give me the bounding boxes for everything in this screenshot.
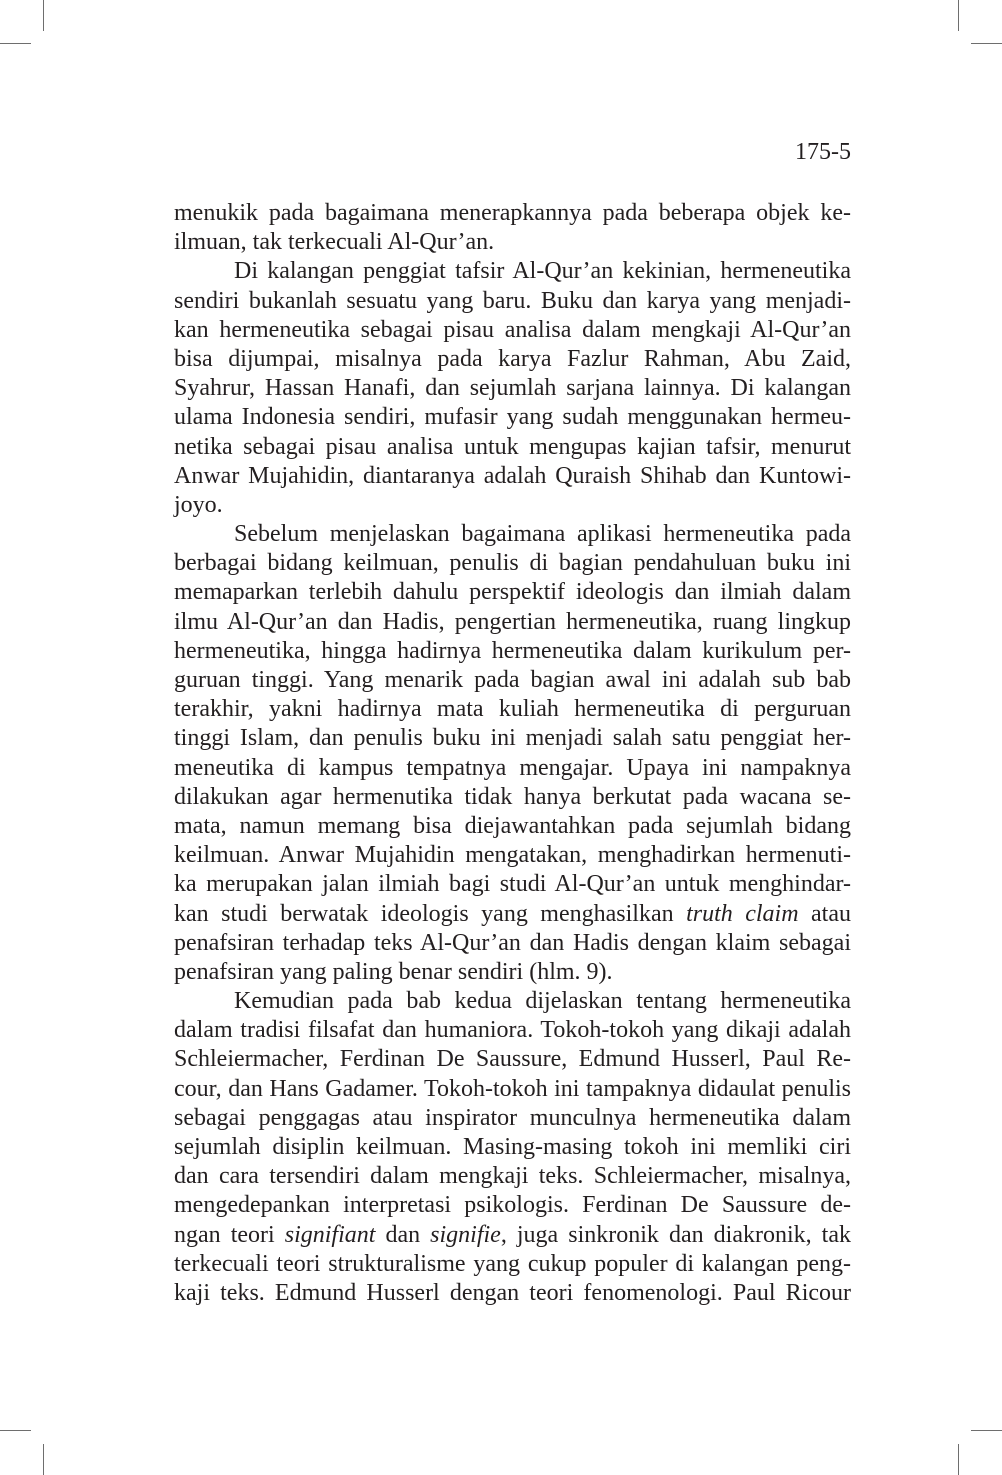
text-line — [174, 345, 851, 374]
text-line — [174, 754, 851, 783]
text-run: Di kalangan penggiat tafsir Al-Qur’an kekinian, hermeneutika — [234, 258, 851, 285]
text-line — [174, 1075, 851, 1104]
text-line — [174, 1191, 851, 1220]
crop-mark-bottom-right-horizontal — [971, 1430, 1002, 1431]
text-line — [174, 724, 851, 753]
text-line — [174, 666, 851, 695]
text-run: joyo. — [174, 491, 223, 518]
text-line — [174, 695, 851, 724]
text-run: menukik pada bagaimana menerapkannya pada beberapa objek ke- — [174, 200, 851, 226]
italic-term: signifie — [430, 1221, 501, 1248]
text-run: sejumlah disiplin keilmuan. Masing-masing tokoh ini memliki ciri — [174, 1134, 851, 1160]
text-run: sendiri bukanlah sesuatu yang baru. Buku dan karya yang menjadi- — [174, 287, 851, 314]
text-run: mata, namun memang bisa diejawantahkan pada sejumlah bidang — [174, 812, 851, 839]
text-line — [174, 287, 851, 316]
crop-mark-bottom-right-vertical — [958, 1444, 959, 1475]
text-line — [174, 257, 851, 286]
text-line — [174, 520, 851, 549]
crop-mark-bottom-left-vertical — [43, 1444, 44, 1475]
text-run: Sebelum menjelaskan bagaimana aplikasi hermeneutika pada — [234, 521, 851, 548]
text-run: ilmu Al-Qur’an dan Hadis, pengertian hermeneutika, ruang lingkup — [174, 608, 851, 635]
text-run: kan hermeneutika sebagai pisau analisa dalam mengkaji Al-Qur’an — [174, 316, 851, 343]
text-run: mengedepankan interpretasi psikologis. Ferdinan De Saussure de- — [174, 1192, 851, 1219]
text-run: , juga sinkronik dan diakronik, tak — [500, 1221, 852, 1248]
text-run: keilmuan. Anwar Mujahidin mengatakan, menghadirkan hermenuti- — [174, 842, 851, 869]
text-run: dan cara tersendiri dalam mengkaji teks. Schleiermacher, misalnya, — [174, 1163, 851, 1190]
text-line — [174, 1133, 851, 1162]
text-line — [174, 608, 851, 637]
text-run: ulama Indonesia sendiri, mufasir yang sudah menggunakan hermeu- — [174, 404, 851, 431]
text-line — [174, 1016, 851, 1045]
text-run: dilakukan agar hermenutika tidak hanya berkutat pada wacana se- — [174, 783, 851, 810]
crop-mark-top-left-vertical — [43, 0, 44, 31]
text-line — [174, 1162, 851, 1191]
text-line — [174, 987, 851, 1016]
text-run: berbagai bidang keilmuan, penulis di bagian pendahuluan buku ini — [174, 550, 851, 577]
crop-mark-bottom-left-horizontal — [0, 1430, 31, 1431]
text-run: kaji teks. Edmund Husserl dengan teori fenomenologi. Paul Ricour — [174, 1279, 851, 1306]
text-run: meneutika di kampus tempatnya mengajar. Upaya ini nampaknya — [174, 754, 851, 781]
crop-mark-top-right-vertical — [958, 0, 959, 31]
crop-mark-top-left-horizontal — [0, 43, 31, 44]
text-line — [174, 1045, 851, 1074]
italic-term: signifiant — [284, 1221, 376, 1248]
text-run: penafsiran terhadap teks Al-Qur’an dan Hadis dengan klaim sebagai — [174, 929, 851, 956]
page-number: 175-5 — [795, 139, 851, 165]
text-line — [174, 578, 851, 607]
text-line — [174, 870, 851, 899]
crop-mark-top-right-horizontal — [971, 43, 1002, 44]
text-run: atau — [798, 900, 851, 927]
paragraph — [174, 520, 851, 987]
text-line — [174, 1104, 851, 1133]
text-run: Kemudian pada bab kedua dijelaskan tentang hermeneutika — [234, 988, 851, 1015]
text-run: guruan tinggi. Yang menarik pada bagian awal ini adalah sub bab — [174, 667, 851, 693]
text-run: kan studi berwatak ideologis yang menghasilkan — [174, 900, 687, 927]
text-run: dalam tradisi filsafat dan humaniora. Tokoh-tokoh yang dikaji adalah — [174, 1017, 851, 1044]
text-run: tinggi Islam, dan penulis buku ini menjadi salah satu penggiat her- — [174, 725, 851, 752]
text-line — [174, 929, 851, 958]
paragraph — [174, 987, 851, 1308]
text-line — [174, 228, 851, 257]
body-text — [174, 199, 851, 1308]
text-run: cour, dan Hans Gadamer. Tokoh-tokoh ini tampaknya didaulat penulis — [174, 1075, 851, 1102]
italic-term: truth claim — [686, 900, 799, 927]
text-line — [174, 1279, 851, 1308]
text-run: ngan teori — [174, 1221, 285, 1248]
text-run: terkecuali teori strukturalisme yang cukup populer di kalangan peng- — [174, 1250, 851, 1277]
text-line — [174, 783, 851, 812]
text-line — [174, 841, 851, 870]
text-run: ka merupakan jalan ilmiah bagi studi Al-Qur’an untuk menghindar- — [174, 871, 851, 898]
text-run: Syahrur, Hassan Hanafi, dan sejumlah sarjana lainnya. Di kalangan — [174, 375, 851, 402]
text-run: hermeneutika, hingga hadirnya hermeneutika dalam kurikulum per- — [174, 637, 851, 664]
text-line — [174, 958, 851, 987]
text-line — [174, 549, 851, 578]
text-run: bisa dijumpai, misalnya pada karya Fazlur Rahman, Abu Zaid, — [174, 345, 851, 372]
text-run: dan — [375, 1221, 431, 1248]
text-run: Anwar Mujahidin, diantaranya adalah Quraish Shihab dan Kuntowi- — [174, 462, 851, 489]
paragraph — [174, 199, 851, 257]
text-line — [174, 900, 851, 929]
text-line — [174, 1250, 851, 1279]
text-run: ilmuan, tak terkecuali Al-Qur’an. — [174, 229, 495, 256]
text-run: penafsiran yang paling benar sendiri (hlm. 9). — [174, 958, 613, 985]
text-line — [174, 637, 851, 666]
text-line — [174, 374, 851, 403]
text-run: sebagai penggagas atau inspirator munculnya hermeneutika dalam — [174, 1104, 851, 1131]
paragraph — [174, 257, 851, 520]
text-line — [174, 403, 851, 432]
text-line — [174, 433, 851, 462]
text-line — [174, 316, 851, 345]
text-run: Schleiermacher, Ferdinan De Saussure, Edmund Husserl, Paul Re- — [174, 1046, 851, 1073]
text-line — [174, 462, 851, 491]
text-line — [174, 812, 851, 841]
text-run: netika sebagai pisau analisa untuk mengupas kajian tafsir, menurut — [174, 433, 851, 460]
text-line — [174, 1221, 851, 1250]
text-run: terakhir, yakni hadirnya mata kuliah hermeneutika di perguruan — [174, 696, 851, 723]
text-line — [174, 491, 851, 520]
text-run: memaparkan terlebih dahulu perspektif ideologis dan ilmiah dalam — [174, 579, 851, 606]
text-line — [174, 199, 851, 228]
